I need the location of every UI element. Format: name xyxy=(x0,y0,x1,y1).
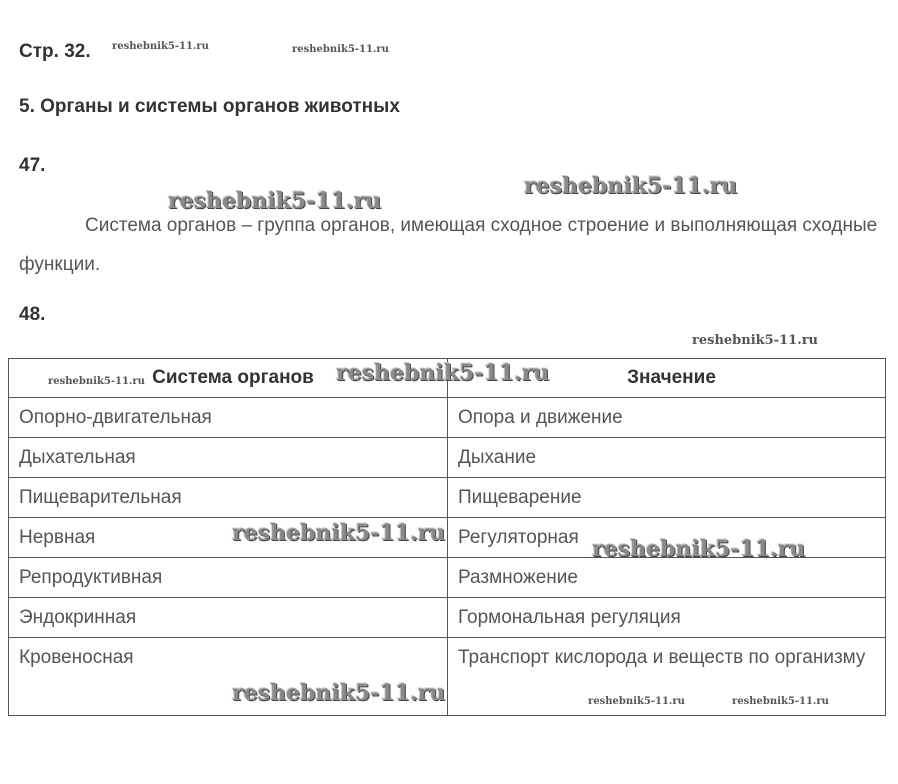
function-cell: Размножение xyxy=(448,558,886,598)
table-row xyxy=(9,438,886,478)
watermark: reshebnik5-11.ru xyxy=(588,696,685,707)
task-47-answer: Система органов – группа органов, имеющая сходное строение и выполняющая сходные функции. xyxy=(19,215,878,275)
function-cell: Транспорт кислорода и веществ по организму xyxy=(448,638,886,716)
watermark: reshebnik5-11.ru xyxy=(692,333,819,348)
function-cell: Дыхание xyxy=(448,438,886,478)
watermark: reshebnik5-11.ru xyxy=(168,188,382,214)
function-cell: Гормональная регуляция xyxy=(448,598,886,638)
organ-system-cell: Дыхательная xyxy=(9,438,448,478)
organ-system-cell: Репродуктивная xyxy=(9,558,448,598)
function-cell: Регуляторная xyxy=(448,518,886,558)
table-row xyxy=(9,558,886,598)
watermark: reshebnik5-11.ru xyxy=(112,41,209,52)
table-row xyxy=(9,598,886,638)
watermark: reshebnik5-11.ru xyxy=(524,173,738,199)
function-cell: Пищеварение xyxy=(448,478,886,518)
watermark: reshebnik5-11.ru xyxy=(592,536,806,562)
page-reference: Стр. 32. xyxy=(19,41,91,62)
task-number-48: 48. xyxy=(19,304,46,325)
watermark: reshebnik5-11.ru xyxy=(232,520,446,546)
watermark: reshebnik5-11.ru xyxy=(336,360,550,386)
header-organ-system: Система органов xyxy=(9,359,448,398)
table-row xyxy=(9,478,886,518)
watermark: reshebnik5-11.ru xyxy=(48,376,145,387)
organ-system-cell: Эндокринная xyxy=(9,598,448,638)
organ-system-cell: Пищеварительная xyxy=(9,478,448,518)
organ-system-cell: Нервная xyxy=(9,518,448,558)
watermark: reshebnik5-11.ru xyxy=(732,696,829,707)
header-function: Значение xyxy=(448,359,886,398)
watermark: reshebnik5-11.ru xyxy=(232,680,446,706)
function-cell: Опора и движение xyxy=(448,398,886,438)
organ-system-cell: Опорно-двигательная xyxy=(9,398,448,438)
table-row xyxy=(9,398,886,438)
task-number-47: 47. xyxy=(19,155,46,176)
organ-system-cell: Кровеносная xyxy=(9,638,448,716)
section-title: 5. Органы и системы органов животных xyxy=(19,96,400,117)
watermark: reshebnik5-11.ru xyxy=(292,44,389,55)
